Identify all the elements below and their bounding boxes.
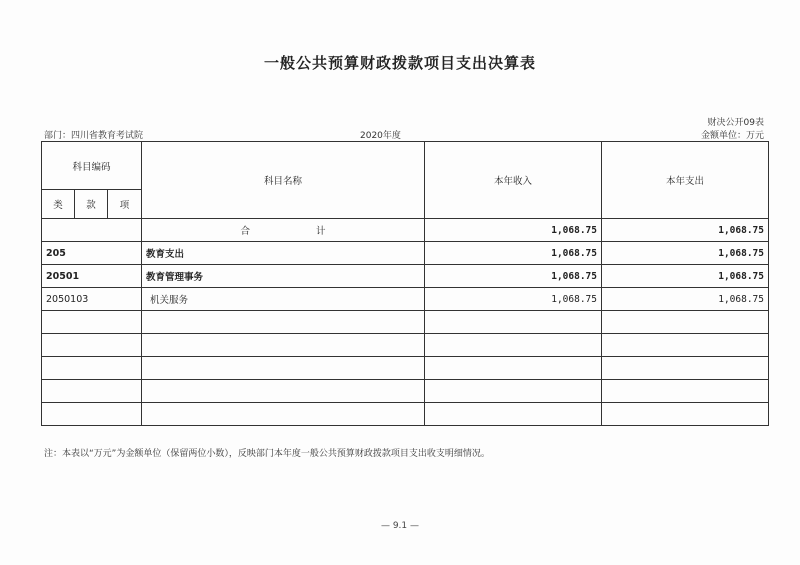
row-code: 205 [42,242,142,265]
unit-label: 金额单位：万元 [700,131,764,141]
empty-row [42,380,769,403]
table-row [42,288,769,311]
page-number: — 9.1 — [380,521,420,531]
lei-header: 类 [42,190,75,219]
table-row [42,265,769,288]
total-code-cell [42,219,142,242]
department-label: 部门：四川省教育考试院 [44,131,144,141]
total-row [42,219,769,242]
empty-row [42,334,769,357]
subject-code-header: 科目编码 [42,142,142,190]
report-title: 一般公共预算财政拨款项目支出决算表 [263,54,536,72]
table-row [42,242,769,265]
row-expense: 1,068.75 [602,242,769,265]
row-name: 教育管理事务 [142,265,425,288]
empty-row [42,403,769,426]
row-income: 1,068.75 [425,265,602,288]
form-code: 财决公开09表 [707,118,764,128]
expenditure-table [41,141,769,426]
row-name: 机关服务 [142,288,425,311]
total-label [142,219,425,242]
total-expense: 1,068.75 [602,219,769,242]
total-label-he: 合 [240,226,250,237]
total-label-ji: 计 [316,226,326,237]
row-name: 教育支出 [142,242,425,265]
footnote: 注：本表以“万元”为金额单位（保留两位小数），反映部门本年度一般公共预算财政拨款项目支出收支明细情况。 [44,449,490,459]
row-code: 2050103 [42,288,142,311]
total-income: 1,068.75 [425,219,602,242]
row-expense: 1,068.75 [602,288,769,311]
subject-name-header: 科目名称 [142,142,425,219]
income-header: 本年收入 [425,142,602,219]
header-row-1 [42,142,769,190]
empty-row [42,357,769,380]
kuan-header: 款 [75,190,108,219]
row-income: 1,068.75 [425,242,602,265]
row-income: 1,068.75 [425,288,602,311]
xiang-header: 项 [108,190,142,219]
year-label: 2020年度 [360,131,401,141]
expense-header: 本年支出 [602,142,769,219]
row-expense: 1,068.75 [602,265,769,288]
row-code: 20501 [42,265,142,288]
empty-row [42,311,769,334]
